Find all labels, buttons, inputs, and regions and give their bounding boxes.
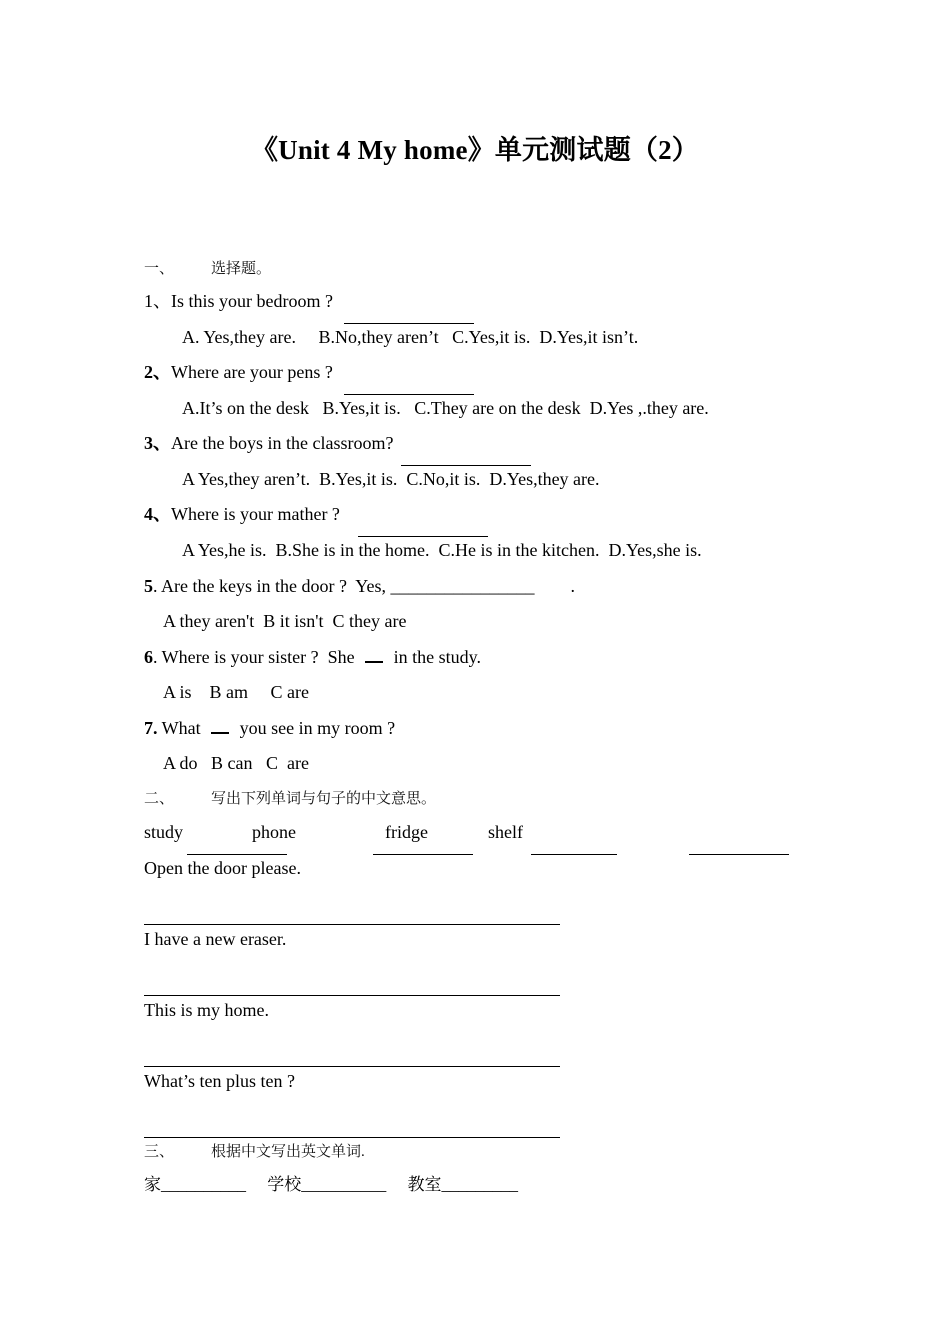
question-number: 4 xyxy=(144,504,153,524)
sentence-3: This is my home. xyxy=(144,1000,269,1020)
question-number: 5 xyxy=(144,576,153,596)
section-2-heading xyxy=(144,788,436,810)
question-2 xyxy=(144,361,333,383)
question-3 xyxy=(144,432,393,454)
question-separator: 、 xyxy=(153,362,171,382)
sentence-2: I have a new eraser. xyxy=(144,929,287,949)
question-5 xyxy=(144,575,575,597)
question-6 xyxy=(144,646,481,668)
question-separator: . xyxy=(153,647,158,667)
answer-blank[interactable] xyxy=(365,647,383,663)
section-1-heading xyxy=(144,258,271,280)
question-text: What xyxy=(157,718,206,738)
translate-row: 家__________ 学校__________ 教室_________ xyxy=(144,1175,518,1194)
question-4 xyxy=(144,503,340,525)
answer-line[interactable] xyxy=(144,1137,560,1138)
question-number: 3 xyxy=(144,433,153,453)
answer-blank[interactable] xyxy=(211,718,229,734)
question-text: Where is your mather ? xyxy=(171,504,340,524)
question-separator: 、 xyxy=(153,504,171,524)
question-text: Are the boys in the classroom? xyxy=(171,433,394,453)
question-number: 1 xyxy=(144,291,153,311)
answer-blank[interactable] xyxy=(344,394,474,395)
question-text: you see in my room ? xyxy=(235,718,396,738)
question-7 xyxy=(144,717,395,739)
question-5-options: A they aren't B it isn't C they are xyxy=(163,611,407,631)
section-1-number: 一、 xyxy=(144,261,175,277)
sentence-1: Open the door please. xyxy=(144,858,301,878)
section-3-label: 根据中文写出英文单词. xyxy=(211,1144,365,1160)
question-separator: 、 xyxy=(153,291,171,311)
answer-blank[interactable] xyxy=(531,854,617,855)
question-number: 6 xyxy=(144,647,153,667)
question-text: Where is your sister ? She xyxy=(157,647,360,667)
answer-blank[interactable] xyxy=(689,854,789,855)
answer-line[interactable] xyxy=(144,1066,560,1067)
question-4-options: A Yes,he is. B.She is in the home. C.He is in the kitchen. D.Yes,she is. xyxy=(182,540,702,560)
question-text: Is this your bedroom ? xyxy=(171,291,333,311)
answer-line[interactable] xyxy=(144,995,560,996)
answer-blank[interactable] xyxy=(401,465,531,466)
question-separator: 、 xyxy=(153,433,171,453)
answer-blank[interactable] xyxy=(344,323,474,324)
sentence-4: What’s ten plus ten ? xyxy=(144,1071,295,1091)
question-6-options: A is B am C are xyxy=(163,682,309,702)
question-2-options: A.It’s on the desk B.Yes,it is. C.They are on the desk D.Yes ,.they are. xyxy=(182,398,709,418)
word-shelf: shelf xyxy=(488,822,523,842)
question-text: in the study. xyxy=(389,647,481,667)
question-1-options: A. Yes,they are. B.No,they aren’t C.Yes,it is. D.Yes,it isn’t. xyxy=(182,327,639,347)
section-2-label: 写出下列单词与句子的中文意思。 xyxy=(211,791,437,807)
word-phone: phone xyxy=(252,822,296,842)
answer-line[interactable] xyxy=(144,924,560,925)
answer-blank[interactable] xyxy=(373,854,473,855)
question-text: Are the keys in the door ? Yes, ________________ . xyxy=(157,576,575,596)
answer-blank[interactable] xyxy=(358,536,488,537)
section-1-label: 选择题。 xyxy=(211,261,272,277)
word-study: study xyxy=(144,822,184,842)
section-2-number: 二、 xyxy=(144,791,175,807)
question-number: 2 xyxy=(144,362,153,382)
section-3-heading xyxy=(144,1141,365,1163)
question-number: 7. xyxy=(144,718,158,738)
page-title: 《Unit 4 My home》单元测试题（2） xyxy=(250,135,700,165)
section-3-number: 三、 xyxy=(144,1144,175,1160)
question-3-options: A Yes,they aren’t. B.Yes,it is. C.No,it is. D.Yes,they are. xyxy=(182,469,600,489)
word-fridge: fridge xyxy=(385,822,428,842)
question-1 xyxy=(144,290,333,312)
question-separator: . xyxy=(153,576,158,596)
question-text: Where are your pens ? xyxy=(171,362,333,382)
answer-blank[interactable] xyxy=(187,854,287,855)
question-7-options: A do B can C are xyxy=(163,753,309,773)
